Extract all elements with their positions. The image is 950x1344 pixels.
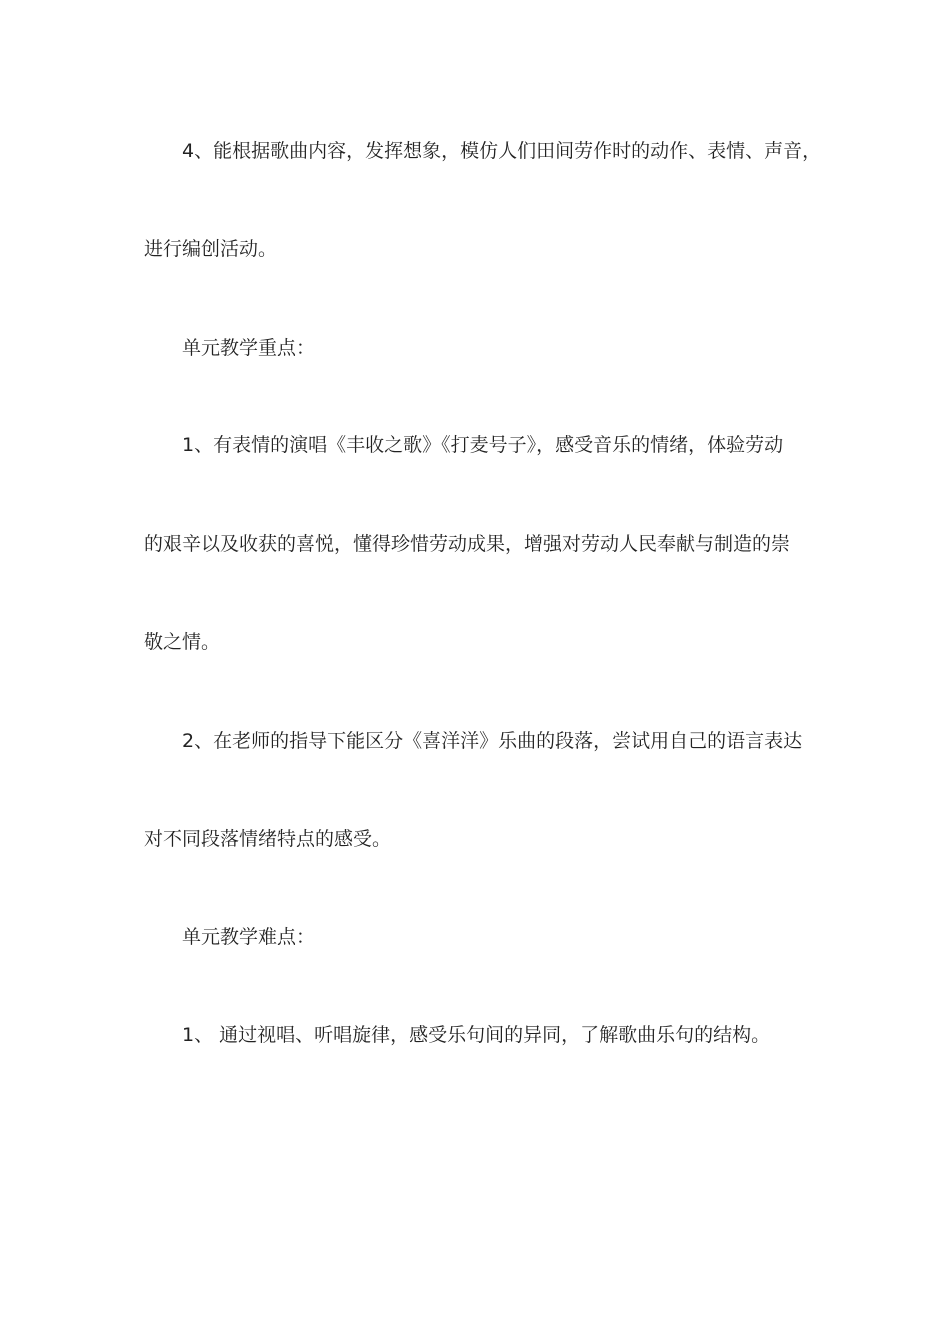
difficulties-heading: 单元教学难点： (182, 926, 316, 948)
key-point-1-line-1: 1、有表情的演唱《丰收之歌》《打麦号子》，感受音乐的情绪，体验劳动 (182, 434, 784, 456)
key-point-2-line-2: 对不同段落情绪特点的感受。 (144, 828, 392, 850)
key-point-2-line-1: 2、在老师的指导下能区分《喜洋洋》乐曲的段落，尝试用自己的语言表达 (182, 730, 803, 752)
key-point-1-line-3: 敬之情。 (144, 631, 221, 653)
objective-4-line-2: 进行编创活动。 (144, 238, 278, 260)
difficulty-1-line: 1、 通过视唱、听唱旋律，感受乐句间的异同，了解歌曲乐句的结构。 (182, 1024, 771, 1046)
key-points-heading: 单元教学重点： (182, 337, 316, 359)
key-point-1-line-2: 的艰辛以及收获的喜悦，懂得珍惜劳动成果，增强对劳动人民奉献与制造的崇 (144, 533, 791, 555)
objective-4-line-1: 4、能根据歌曲内容，发挥想象，模仿人们田间劳作时的动作、表情、声音， (182, 140, 822, 162)
